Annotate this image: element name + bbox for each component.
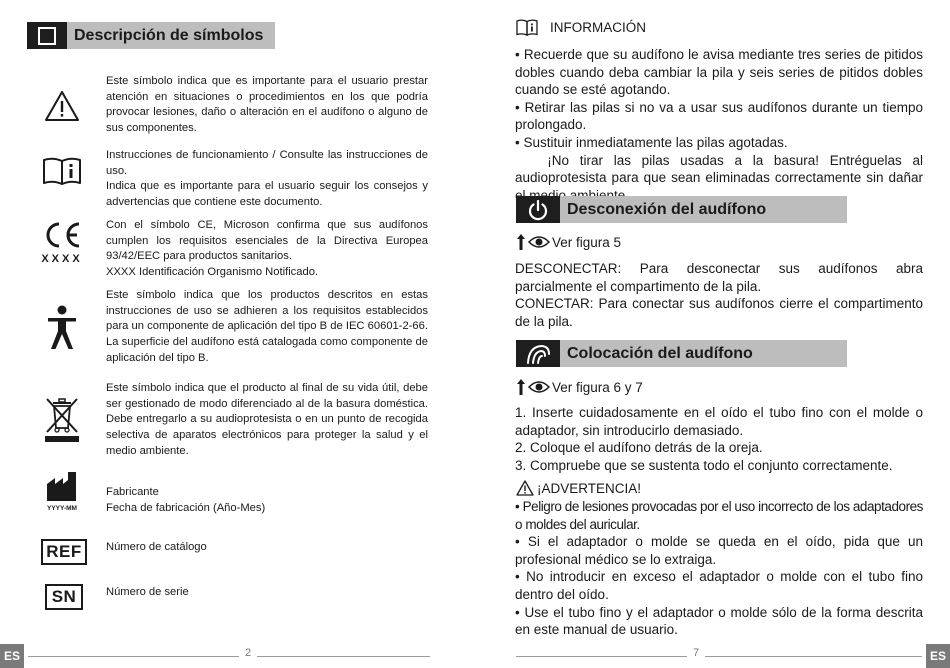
footer-rule-right xyxy=(516,656,922,657)
warning-heading-label: ¡ADVERTENCIA! xyxy=(537,480,642,496)
symbol-row-type-b xyxy=(30,288,430,368)
warning-bullets xyxy=(515,498,923,639)
weee-crossed-bin-icon xyxy=(38,395,86,445)
section-title-label: Desconexión del audífono xyxy=(567,200,767,218)
placement-steps xyxy=(515,404,923,474)
info-book-icon xyxy=(516,19,538,36)
eye-icon xyxy=(528,380,550,394)
power-icon xyxy=(516,196,560,223)
symbol-row-ce xyxy=(30,218,430,284)
symbol-text-line: Este símbolo indica que el producto al final de su vida útil, debe ser gestionado de modo diferenciado al de la basura doméstica. Debe entregarlo a su audioprotesista o en un punto de recogida selectiva de aparatos electrónicos para proteger la salud y el medio ambiente. xyxy=(106,382,428,457)
footer-rule-left xyxy=(28,656,430,657)
section-title-disconnect xyxy=(516,196,847,223)
symbol-text-line: XXXX Identificación Organismo Notificado. xyxy=(106,266,319,279)
notified-body-code: XXXX xyxy=(41,252,83,265)
sn-box-text: SN xyxy=(45,584,84,610)
manufacturer-factory-icon xyxy=(38,470,86,514)
symbol-text-line: Este símbolo indica que los productos descritos en estas instrucciones de uso se adhieren a los requisitos establecidos para un componente de aplicación del tipo B de IEC 60601-2-66. La superficie del audífono está catalogada como componente de aplicación del tipo B. xyxy=(106,289,428,364)
symbol-description xyxy=(106,485,428,516)
section-title-symbols xyxy=(27,22,275,49)
symbol-text-line: Número de serie xyxy=(106,586,189,598)
warning-bullet: • Use el tubo fino y el adaptador o molde sólo de la forma descrita en este manual de usuario. xyxy=(515,604,923,638)
eye-icon xyxy=(528,235,550,249)
symbol-row-manufacturer xyxy=(30,470,430,518)
paragraph: CONECTAR: Para conectar sus audífonos cierre el compartimento de la pila. xyxy=(515,296,923,329)
instructions-book-icon xyxy=(38,154,86,188)
warning-bullet: • Si el adaptador o molde se queda en el oído, pida que un profesional médico se lo extraiga. xyxy=(515,534,923,567)
info-heading xyxy=(516,19,646,36)
ref-box-icon xyxy=(40,536,88,568)
arrow-up-icon xyxy=(516,233,526,251)
square-icon xyxy=(27,22,67,49)
language-badge-right: ES xyxy=(926,644,950,668)
warning-triangle-icon xyxy=(516,480,534,496)
section-title-placement xyxy=(516,340,847,367)
info-bullet: • Retirar las pilas si no va a usar sus audífonos durante un tiempo prolongado. xyxy=(515,99,923,133)
symbol-description xyxy=(106,381,428,460)
symbol-text-line: Fecha de fabricación (Año-Mes) xyxy=(106,501,266,514)
symbol-text-line: Este símbolo indica que es importante para el usuario prestar atención en situaciones o procedimientos en los que podría provocar lesiones, daño o alteración en el audífono o alguno de sus componentes. xyxy=(106,75,428,135)
symbol-description xyxy=(106,148,428,211)
section-title-label: Colocación del audífono xyxy=(567,344,753,362)
page-number-right: 7 xyxy=(687,647,705,659)
symbol-text-line: Con el símbolo CE, Microson confirma que sus audífonos cumplen los requisitos esenciales de la Directiva Europea 93/42/EEC para productos sanitarios. xyxy=(106,219,428,263)
arrow-up-icon xyxy=(516,378,526,396)
figure-reference-label: Ver figura 6 y 7 xyxy=(552,379,643,395)
paragraph: DESCONECTAR: Para desconectar sus audífonos abra parcialmente el compartimento de la pila. xyxy=(515,261,923,294)
ear-icon xyxy=(516,340,560,367)
symbol-row-instructions xyxy=(30,148,430,212)
page-number-left: 2 xyxy=(239,647,257,659)
ref-box-text: REF xyxy=(41,539,87,565)
info-bullets xyxy=(515,46,923,204)
ce-mark-icon xyxy=(38,218,86,266)
symbol-description xyxy=(106,218,428,281)
warning-bullet: • Peligro de lesiones provocadas por el uso incorrecto de los adaptadores o moldes del auricular. xyxy=(515,499,923,532)
info-bullet: ¡No tirar las pilas usadas a la basura! Entréguelas al audioprotesista para que sean eliminadas correctamente sin dañar xyxy=(515,152,923,186)
info-bullet: • Recuerde que su audífono le avisa mediante tres series de pitidos dobles cuando deba cambiar la pila y seis series de pitidos dobles cuando se esté agotando. xyxy=(515,47,923,98)
symbol-row-sn xyxy=(30,581,430,615)
sn-box-icon xyxy=(40,581,88,613)
warning-triangle-icon xyxy=(38,88,86,124)
symbol-row-weee xyxy=(30,381,430,463)
symbol-text-line: Instrucciones de funcionamiento / Consulte las instrucciones de uso. xyxy=(106,149,428,177)
warning-heading xyxy=(516,480,641,496)
symbol-text-line: Indica que es importante para el usuario seguir los consejos y advertencias que contiene este documento. xyxy=(106,180,428,209)
symbol-description xyxy=(106,74,428,137)
language-badge-left: ES xyxy=(0,644,24,668)
type-b-applied-part-icon xyxy=(38,304,86,352)
disconnect-text xyxy=(515,260,923,330)
symbol-text-line: Número de catálogo xyxy=(106,541,207,553)
symbol-description xyxy=(106,540,428,556)
symbol-text-line: Fabricante xyxy=(106,486,159,498)
info-heading-label: INFORMACIÓN xyxy=(550,20,646,35)
figure-reference xyxy=(516,233,621,251)
step-item: 2. Coloque el audífono detrás de la oreja. xyxy=(515,440,763,456)
section-title-label: Descripción de símbolos xyxy=(74,26,264,44)
symbol-description xyxy=(106,288,428,367)
warning-bullet: • No introducir en exceso el adaptador o molde con el tubo fino dentro del oído. xyxy=(515,569,923,602)
figure-reference-label: Ver figura 5 xyxy=(552,234,622,250)
figure-reference xyxy=(516,378,643,396)
date-code-label: YYYY-MM xyxy=(47,505,77,512)
step-item: 1. Inserte cuidadosamente en el oído el tubo fino con el molde o adaptador, sin introducirlo demasiado. xyxy=(515,405,923,438)
step-item: 3. Compruebe que se sustenta todo el conjunto correctamente. xyxy=(515,457,893,473)
symbol-description xyxy=(106,585,428,601)
symbol-row-ref xyxy=(30,536,430,570)
info-bullet: • Sustituir inmediatamente las pilas agotadas. xyxy=(515,134,788,150)
symbol-row-warning xyxy=(30,74,430,140)
